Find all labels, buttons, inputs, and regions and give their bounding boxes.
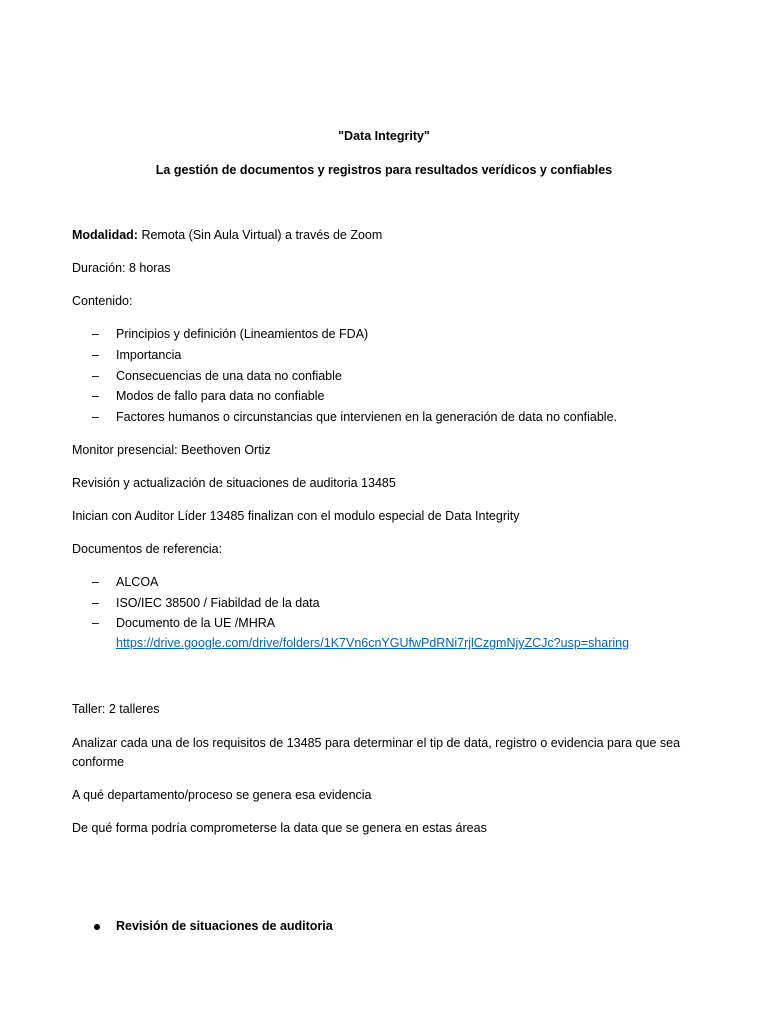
documento-item-text: ALCOA [116,575,159,589]
documento-item-text: ISO/IEC 38500 / Fiabildad de la data [116,596,320,610]
revision-line: Revisión y actualización de situaciones de auditoria 13485 [72,476,396,490]
contenido-item [92,408,617,426]
analizar-line-1: Analizar cada una de los requisitos de 13485 para determinar el tip de data, registro o evidencia para que sea [72,736,681,750]
documento-item-text: Documento de la UE /MHRA [116,616,276,630]
modalidad-line [72,226,382,244]
document-subtitle: La gestión de documentos y registros para resultados verídicos y confiables [155,163,613,177]
dash-marker: – [92,369,99,383]
contenido-item [92,325,368,343]
modalidad-value: Remota (Sin Aula Virtual) a través de Zoom [137,228,383,242]
contenido-item-text: Modos de fallo para data no confiable [116,389,325,403]
dash-marker: – [92,389,99,403]
drive-folder-link[interactable]: https://drive.google.com/drive/folders/1K7Vn6cnYGUfwPdRNi7rjlCzgmNjyZCJc?usp=sharing [116,636,630,650]
dash-marker: – [92,327,99,341]
contenido-item [92,346,181,364]
documento-item [92,594,320,612]
duracion-line: Duración: 8 horas [72,261,171,275]
contenido-item-text: Principios y definición (Lineamientos de FDA) [116,327,369,341]
documento-item [92,614,275,632]
dash-marker: – [92,348,99,362]
dash-marker: – [92,575,99,589]
analizar-line-2: conforme [72,755,125,769]
contenido-item-text: Consecuencias de una data no confiable [116,369,342,383]
forma-line: De qué forma podría comprometerse la data que se genera en estas áreas [72,821,487,835]
contenido-item-text: Importancia [116,348,182,362]
document-title: "Data Integrity" [338,129,430,143]
contenido-item [92,367,342,385]
contenido-heading: Contenido: [72,294,133,308]
documentos-heading: Documentos de referencia: [72,542,223,556]
dash-marker: – [92,596,99,610]
contenido-item [92,387,324,405]
departamento-line: A qué departamento/proceso se genera esa evidencia [72,788,372,802]
dash-marker: – [92,616,99,630]
inician-line: Inician con Auditor Líder 13485 finalizan con el modulo especial de Data Integrity [72,509,520,523]
taller-line: Taller: 2 talleres [72,702,160,716]
modalidad-label: Modalidad: [72,228,138,242]
contenido-item-text: Factores humanos o circunstancias que intervienen en la generación de data no confiable. [116,410,618,424]
bullet-item-text: Revisión de situaciones de auditoria [116,919,333,933]
list-item [92,917,333,935]
dash-marker: – [92,410,99,424]
bullet-icon [94,924,100,930]
monitor-line: Monitor presencial: Beethoven Ortiz [72,443,271,457]
documento-item [92,573,158,591]
